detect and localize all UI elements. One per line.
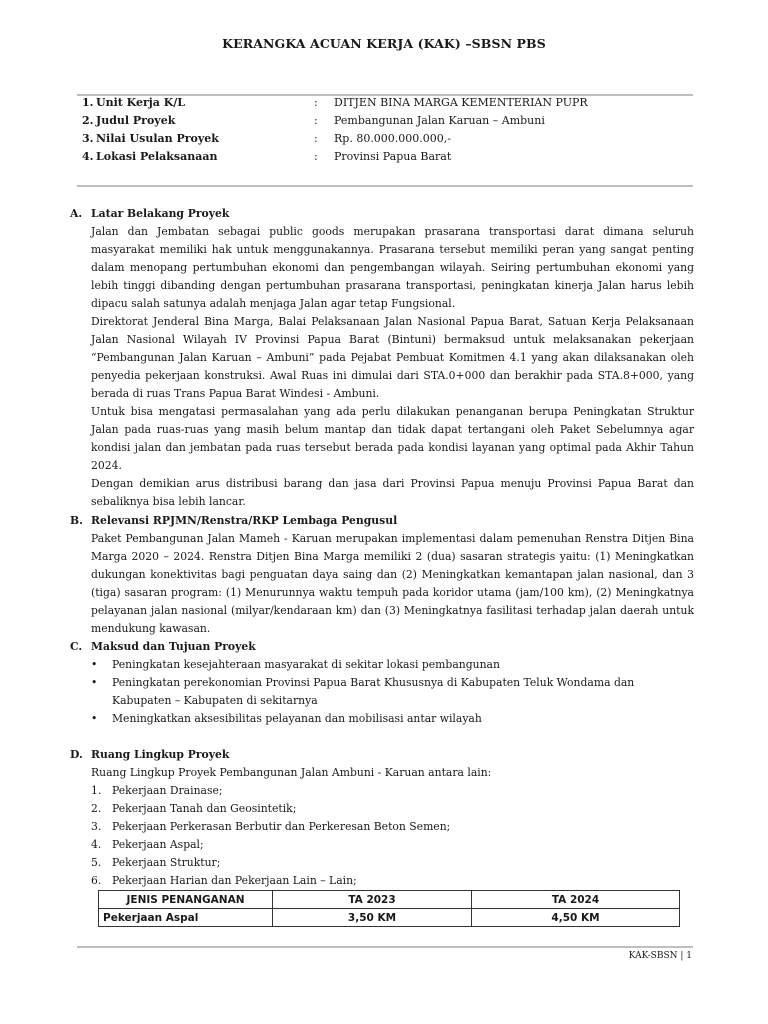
info-separator: : — [314, 96, 318, 109]
document-title: KERANGKA ACUAN KERJA (KAK) –SBSN PBS — [222, 36, 546, 51]
table-cell: Pekerjaan Aspal — [99, 909, 273, 927]
list-item-text: Pekerjaan Struktur; — [112, 856, 221, 869]
section-title: Ruang Lingkup Proyek — [91, 748, 230, 761]
list-item-text: Pekerjaan Aspal; — [112, 838, 204, 851]
paragraph: Dengan demikian arus distribusi barang dan jasa dari Provinsi Papua menuju Provinsi Papua Barat dan sebaliknya bisa lebih lancar. — [91, 477, 694, 508]
table-header-row — [99, 891, 680, 909]
list-item — [70, 818, 694, 836]
list-item — [70, 800, 694, 818]
list-item — [70, 674, 694, 710]
list-item — [70, 710, 694, 728]
section-maksud-tujuan — [70, 638, 694, 728]
info-label: Judul Proyek — [96, 114, 176, 127]
section-letter: D. — [70, 748, 83, 761]
paragraph: Paket Pembangunan Jalan Mameh - Karuan merupakan implementasi dalam pemenuhan Renstra Ditjen Bina Marga 2020 – 2024. Renstra Ditjen Bina Marga memiliki 2 (dua) sasaran strategis yaitu: (1) Meningkatkan dukungan konektivitas bagi penguatan daya saing dan (2) Meningkatkan kemantapan jalan nasional, dan 3 (tiga) sasaran program: (1) Menurunnya waktu tempuh pada koridor utama (jam/100 km), (2) Meningkatnya pelayanan jalan nasional (milyar/kendaraan km) dan (3) Meningkatnya fasilitasi terhadap jalan daerah untuk mendukung kawasan. — [91, 532, 694, 635]
info-separator: : — [314, 114, 318, 127]
list-item — [70, 854, 694, 872]
paragraph: Untuk bisa mengatasi permasalahan yang ada perlu dilakukan penanganan berupa Peningkatan Struktur Jalan pada ruas-ruas yang masih belum mantap dan tidak dapat tertangani oleh Paket Sebelumnya agar kondisi jalan dan jembatan pada ruas tersebut berada pada kondisi layanan yang optimal pada Akhir Tahun 2024. — [91, 405, 694, 472]
footer-divider — [77, 946, 693, 948]
section-letter: B. — [70, 514, 83, 527]
list-item-text: Meningkatkan aksesibilitas pelayanan dan mobilisasi antar wilayah — [112, 712, 482, 725]
bullet-icon: • — [91, 658, 98, 671]
page-footer: KAK-SBSN | 1 — [628, 951, 692, 961]
section-ruang-lingkup — [70, 746, 694, 890]
info-value: Rp. 80.000.000.000,- — [334, 132, 452, 145]
list-number: 2. — [91, 802, 102, 815]
list-item-text: Pekerjaan Drainase; — [112, 784, 223, 797]
list-item — [70, 782, 694, 800]
section-heading — [70, 205, 694, 223]
paragraph: Direktorat Jenderal Bina Marga, Balai Pelaksanaan Jalan Nasional Papua Barat, Satuan Kerja Pelaksanaan Jalan Nasional Wilayah IV Provinsi Papua Barat (Bintuni) bermaksud untuk melaksanakan pekerjaan “Pembangunan Jalan Karuan – Ambuni” pada Pejabat Pembuat Komitmen 4.1 yang akan dilaksanakan oleh penyedia pekerjaan konstruksi. Awal Ruas ini dimulai dari STA.0+000 dan berakhir pada STA.8+000, yang berada di ruas Trans Papua Barat Windesi - Ambuni. — [91, 315, 694, 400]
section-letter: C. — [70, 640, 83, 653]
info-label: Nilai Usulan Proyek — [96, 132, 219, 145]
table-row — [99, 909, 680, 927]
table-cell: 3,50 KM — [273, 909, 472, 927]
section-title: Maksud dan Tujuan Proyek — [91, 640, 256, 653]
list-item — [70, 872, 694, 890]
table-header-cell: TA 2023 — [273, 891, 472, 909]
info-number: 1. — [82, 96, 94, 109]
section-letter: A. — [70, 207, 83, 220]
section-relevansi — [70, 512, 694, 638]
section-body — [70, 530, 694, 638]
list-item — [70, 836, 694, 854]
list-item-text: Pekerjaan Perkerasan Berbutir dan Perkeresan Beton Semen; — [112, 820, 451, 833]
section-title: Latar Belakang Proyek — [91, 207, 230, 220]
list-item-text: Pekerjaan Harian dan Pekerjaan Lain – Lain; — [112, 874, 357, 887]
table-header-cell: TA 2024 — [472, 891, 680, 909]
paragraph: Jalan dan Jembatan sebagai public goods merupakan prasarana transportasi darat dimana seluruh masyarakat memiliki hak untuk menggunakannya. Prasarana tersebut memiliki peran yang sangat penting dalam menopang pertumbuhan ekonomi dan pengembangan wilayah. Seiring pertumbuhan ekonomi yang lebih tinggi dibanding dengan pertumbuhan prasarana transportasi, peningkatan kinerja Jalan harus lebih dipacu salah satunya adalah menjaga Jalan agar tetap Fungsional. — [91, 225, 694, 310]
list-item-text: Peningkatan kesejahteraan masyarakat di sekitar lokasi pembangunan — [112, 658, 500, 671]
info-value: DITJEN BINA MARGA KEMENTERIAN PUPR — [334, 96, 588, 109]
info-number: 4. — [82, 150, 94, 163]
bullet-icon: • — [91, 676, 98, 689]
list-number: 3. — [91, 820, 102, 833]
section-latar-belakang — [70, 205, 694, 511]
list-number: 6. — [91, 874, 102, 887]
scope-table — [98, 890, 680, 927]
table-header-cell: JENIS PENANGANAN — [99, 891, 273, 909]
info-row-judul-proyek — [82, 114, 692, 132]
info-separator: : — [314, 132, 318, 145]
list-item-text: Peningkatan perekonomian Provinsi Papua Barat Khususnya di Kabupaten Teluk Wondama dan Kabupaten – Kabupaten di sekitarnya — [112, 676, 635, 707]
bullet-icon: • — [91, 712, 98, 725]
section-body — [70, 223, 694, 511]
info-value: Provinsi Papua Barat — [334, 150, 452, 163]
project-info — [82, 96, 692, 168]
list-item — [70, 656, 694, 674]
divider — [77, 185, 693, 187]
info-label: Lokasi Pelaksanaan — [96, 150, 218, 163]
list-number: 5. — [91, 856, 102, 869]
list-item-text: Pekerjaan Tanah dan Geosintetik; — [112, 802, 297, 815]
list-number: 4. — [91, 838, 102, 851]
info-separator: : — [314, 150, 318, 163]
info-row-lokasi — [82, 150, 692, 168]
section-heading — [70, 746, 694, 764]
section-heading — [70, 638, 694, 656]
info-value: Pembangunan Jalan Karuan – Ambuni — [334, 114, 545, 127]
section-intro: Ruang Lingkup Proyek Pembangunan Jalan Ambuni - Karuan antara lain: — [91, 766, 492, 779]
info-number: 2. — [82, 114, 94, 127]
section-title: Relevansi RPJMN/Renstra/RKP Lembaga Pengusul — [91, 514, 398, 527]
info-number: 3. — [82, 132, 94, 145]
section-heading — [70, 512, 694, 530]
table-cell: 4,50 KM — [472, 909, 680, 927]
info-row-nilai-usulan — [82, 132, 692, 150]
info-row-unit-kerja — [82, 96, 692, 114]
list-number: 1. — [91, 784, 102, 797]
info-label: Unit Kerja K/L — [96, 96, 186, 109]
